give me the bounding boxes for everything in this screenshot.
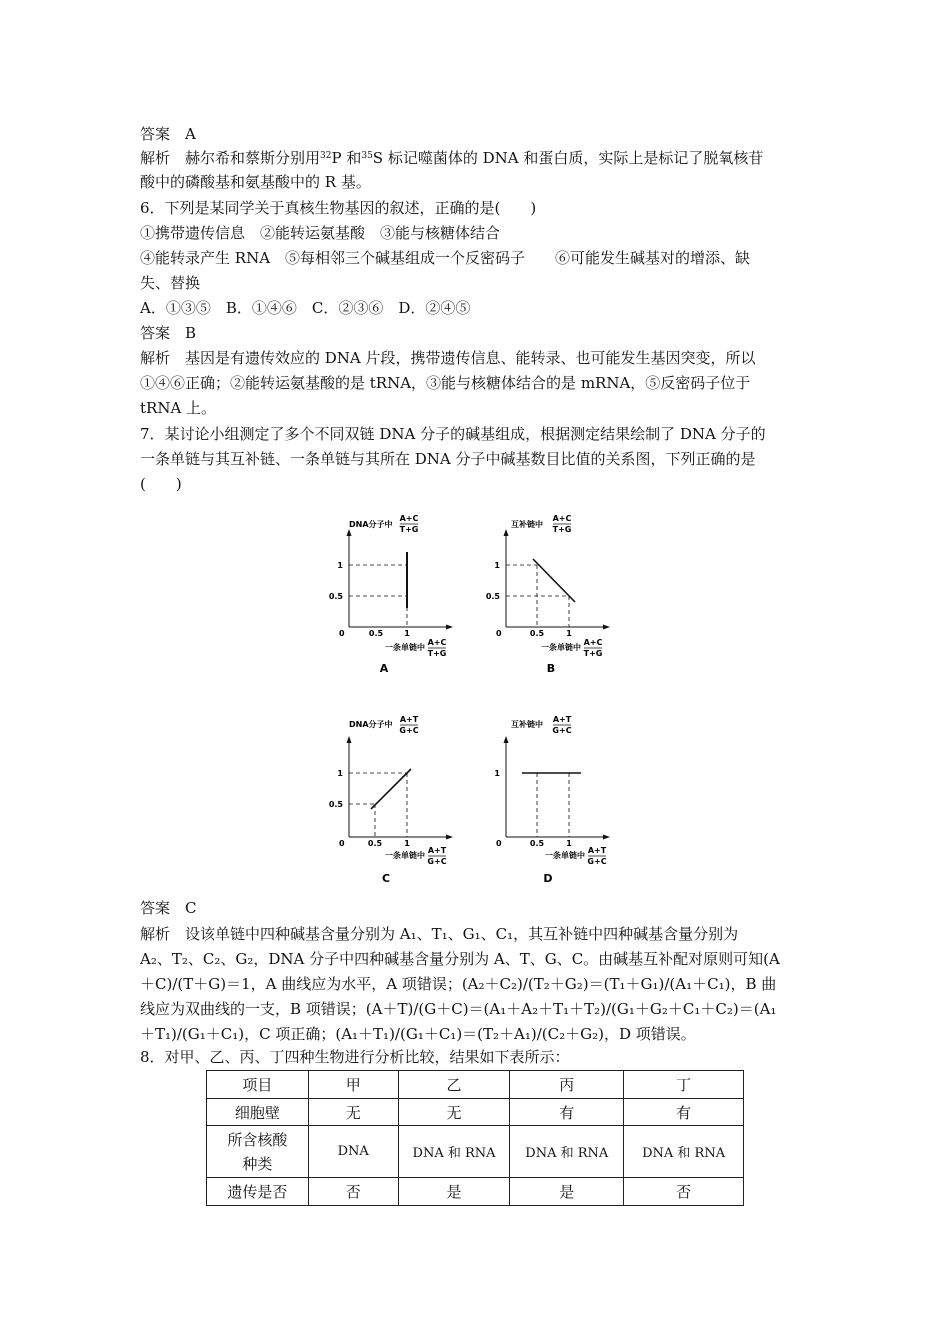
svg-text:1: 1 [494,769,500,778]
table-row [207,1178,744,1206]
question-8-stem: 8．对甲、乙、丙、丁四种生物进行分析比较，结果如下表所示： [140,1048,570,1066]
answer-5: 答案 A [140,125,196,143]
analysis-7-line5: ＋T₁)/(G₁＋C₁)，C 项正确；(A₁＋T₁)/(G₁＋C₁)＝(T₂＋A₁)/(C₂＋G₂)，D 项错误。 [140,1025,696,1043]
svg-text:0.5: 0.5 [328,800,343,809]
svg-text:G+C: G+C [587,857,607,866]
question-6-stem: 6．下列是某同学关于真核生物基因的叙述，正确的是( ) [140,199,537,217]
svg-text:1: 1 [337,561,343,570]
table-row [207,1099,744,1126]
table-header-cell: 丁 [624,1071,744,1099]
question-6-items-2: ④能转录产生 RNA ⑤每相邻三个碱基组成一个反密码子 ⑥可能发生碱基对的增添、缺 [140,249,751,267]
svg-text:1: 1 [566,839,572,848]
svg-text:0.5: 0.5 [367,839,383,848]
svg-text:A+C: A+C [552,514,572,523]
svg-text:0.5: 0.5 [328,592,343,601]
svg-text:A+T: A+T [587,846,607,855]
svg-text:T+G: T+G [583,649,603,658]
question-7-stem-1: 7．某讨论小组测定了多个不同双链 DNA 分子的碱基组成，根据测定结果绘制了 DNA 分子的 [140,425,766,443]
analysis-5-line1: 解析 赫尔希和蔡斯分别用$^{32}$P 和$^{35}$S 标记噬菌体的 DNA 和蛋白质，实际上是标记了脱氧核苷 [140,149,764,167]
svg-text:1: 1 [566,629,572,638]
svg-text:一条单链中: 一条单链中 [541,643,581,652]
table-cell: DNA 和 RNA [624,1126,744,1178]
svg-text:0.5: 0.5 [529,839,545,848]
table-header-row [207,1071,744,1099]
table-cell: 是 [510,1178,624,1206]
table-cell: 细胞壁 [207,1099,309,1126]
table-cell: 有 [624,1099,744,1126]
answer-6: 答案 B [140,324,197,342]
graph-a [325,505,485,680]
table-cell: 所含核酸 种类 [207,1126,309,1178]
table-cell: 无 [398,1099,510,1126]
svg-text:1: 1 [404,629,410,638]
question-7-stem-3: ( ) [140,475,182,493]
svg-text:A+T: A+T [427,846,447,855]
svg-text:0.5: 0.5 [529,629,545,638]
svg-text:G+C: G+C [552,726,572,735]
analysis-6-line2: ①④⑥正确；②能转运氨基酸的是 tRNA，③能与核糖体结合的是 mRNA，⑤反密码子位于 [140,374,751,392]
svg-text:G+C: G+C [427,857,447,866]
answer-7: 答案 C [140,899,197,917]
table-cell: DNA 和 RNA [398,1126,510,1178]
table-cell: 无 [308,1099,398,1126]
graph-a-yfrac-num: A+C [399,514,419,523]
svg-text:1: 1 [494,561,500,570]
svg-text:A+T: A+T [552,715,572,724]
analysis-7-line2: A₂、T₂、C₂、G₂，DNA 分子中四种碱基含量分别为 A、T、G、C。由碱基互补配对原则可知(A [140,950,780,968]
svg-text:T+G: T+G [427,649,447,658]
svg-text:一条单链中: 一条单链中 [385,851,425,860]
svg-text:一条单链中: 一条单链中 [545,851,585,860]
table-header-cell: 乙 [398,1071,510,1099]
analysis-7-line3: ＋C)/(T＋G)＝1，A 曲线应为水平，A 项错误；(A₂＋C₂)/(T₂＋G₂)＝(T₁＋G₁)/(A₁＋C₁)，B 曲 [140,975,777,993]
svg-text:0: 0 [496,839,502,848]
graph-b-label: B [546,662,556,675]
svg-text:0.5: 0.5 [485,592,500,601]
graph-a-xtitle: 一条单链中 [385,643,425,652]
svg-text:0.5: 0.5 [368,629,384,638]
svg-text:0: 0 [496,629,502,638]
comparison-table [206,1070,744,1206]
svg-text:互补链中: 互补链中 [511,720,543,729]
analysis-6-line3: tRNA 上。 [140,399,217,417]
table-cell: 否 [624,1178,744,1206]
table-cell: 有 [510,1099,624,1126]
graph-a-label: A [379,662,389,675]
graph-a-ytitle: DNA分子中 [349,520,393,529]
svg-text:T+G: T+G [552,525,572,534]
svg-text:A+T: A+T [399,715,419,724]
graph-c [325,712,485,887]
question-6-options: A．①③⑤ B．①④⑥ C．②③⑥ D．②④⑤ [140,299,471,317]
svg-text:0: 0 [339,629,345,638]
graph-d [485,712,645,887]
table-cell: 是 [398,1178,510,1206]
graph-a-yfrac-den: T+G [399,525,419,534]
svg-text:0: 0 [339,839,345,848]
table-cell: 遗传是否 [207,1178,309,1206]
svg-text:1: 1 [404,839,410,848]
graph-c-label: C [381,872,391,885]
table-header-cell: 项目 [207,1071,309,1099]
svg-text:G+C: G+C [399,726,419,735]
table-header-cell: 丙 [510,1071,624,1099]
table-cell: DNA [308,1126,398,1178]
analysis-5-line2: 酸中的磷酸基和氨基酸中的 R 基。 [140,173,371,191]
svg-text:1: 1 [337,769,343,778]
table-header-cell: 甲 [308,1071,398,1099]
graph-d-label: D [543,872,553,885]
table-cell: 否 [308,1178,398,1206]
svg-text:A+C: A+C [583,638,603,647]
question-7-stem-2: 一条单链与其互补链、一条单链与其所在 DNA 分子中碱基数目比值的关系图，下列正确的是 [140,450,756,468]
svg-text:DNA分子中: DNA分子中 [349,720,393,729]
graph-b-ytitle: 互补链中 [511,520,543,529]
table-cell: DNA 和 RNA [510,1126,624,1178]
graph-b [485,505,645,680]
table-row [207,1126,744,1178]
question-6-items-3: 失、替换 [140,274,201,292]
analysis-6-line1: 解析 基因是有遗传效应的 DNA 片段，携带遗传信息、能转录、也可能发生基因突变，所以 [140,349,756,367]
question-6-items-1: ①携带遗传信息 ②能转运氨基酸 ③能与核糖体结合 [140,224,501,242]
analysis-7-line4: 线应为双曲线的一支，B 项错误；(A＋T)/(G＋C)＝(A₁＋A₂＋T₁＋T₂)/(G₁＋G₂＋C₁＋C₂)＝(A₁ [140,1000,777,1018]
analysis-7-line1: 解析 设该单链中四种碱基含量分别为 A₁、T₁、G₁、C₁，其互补链中四种碱基含量分别为 [140,925,739,943]
svg-text:A+C: A+C [427,638,447,647]
